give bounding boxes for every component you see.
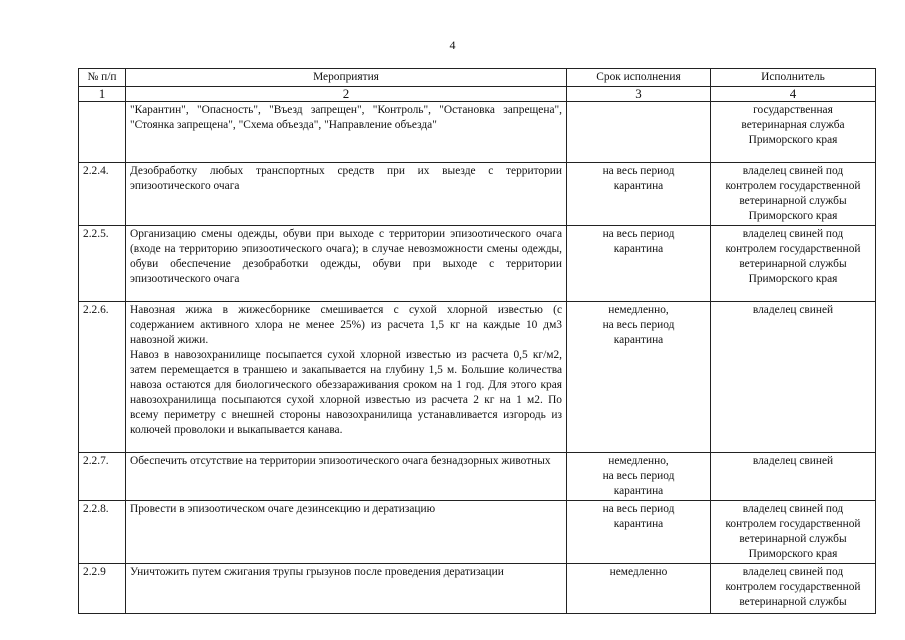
- row-number: 2.2.9: [79, 564, 126, 614]
- row-executor: владелец свиней под контролем государственной ветеринарной службы Приморского края: [711, 226, 876, 302]
- row-measure: [126, 302, 567, 453]
- row-number: 2.2.4.: [79, 163, 126, 226]
- row-measure-paragraph: Навозная жижа в жижесборнике смешивается с сухой хлорной известью (с содержанием активного хлора не менее 25%) из расчета 1,5 кг на каждые 10 дм3 навозной жижи.: [130, 304, 562, 346]
- measures-table: [78, 68, 876, 614]
- row-number: 2.2.6.: [79, 302, 126, 453]
- row-measure: Дезобработку любых транспортных средств при их выезде с территории эпизоотического очага: [126, 163, 567, 226]
- row-executor: владелец свиней: [711, 453, 876, 501]
- row-deadline: на весь период карантина: [567, 163, 711, 226]
- table-row: [79, 501, 876, 564]
- row-deadline: [567, 102, 711, 163]
- row-number: 2.2.5.: [79, 226, 126, 302]
- table-row: [79, 453, 876, 501]
- row-executor: владелец свиней под контролем государственной ветеринарной службы Приморского края: [711, 163, 876, 226]
- row-measure: Организацию смены одежды, обуви при выходе с территории эпизоотического очага (входе на территорию эпизоотического очага); в случае невозможности смены одежды, обуви обеспечение дезобработки одежды, обуви при выходе с территории эпизоотического очага: [126, 226, 567, 302]
- column-number-row: [79, 87, 876, 102]
- table-row: [79, 226, 876, 302]
- table-header-row: [79, 69, 876, 87]
- row-number: 2.2.7.: [79, 453, 126, 501]
- table-row: [79, 302, 876, 453]
- col-number-4: 4: [711, 87, 876, 102]
- row-measure-paragraph: Навоз в навозохранилище посыпается сухой хлорной известью из расчета 0,5 кг/м2, затем перемещается в траншею и закапывается на глубину 1,5 м. Большие количества навоза остаются для биологического обеззараживания сроком на 1 год. Для этого края навозохранилища посыпаются сухой хлорной известью из расчета 2 кг на 1 м2. По всему периметру с внешней стороны навозохранилища устанавливается изгородь из колючей проволоки и выкапывается канава.: [130, 349, 562, 436]
- row-measure: Уничтожить путем сжигания трупы грызунов после проведения дератизации: [126, 564, 567, 614]
- col-header-executor: Исполнитель: [711, 69, 876, 87]
- row-deadline: немедленно, на весь период карантина: [567, 302, 711, 453]
- table-row: [79, 163, 876, 226]
- row-executor: владелец свиней под контролем государственной ветеринарной службы Приморского края: [711, 501, 876, 564]
- row-executor: государственная ветеринарная служба Приморского края: [711, 102, 876, 163]
- row-executor: владелец свиней под контролем государственной ветеринарной службы: [711, 564, 876, 614]
- row-deadline: немедленно, на весь период карантина: [567, 453, 711, 501]
- row-deadline: немедленно: [567, 564, 711, 614]
- page-number: 4: [449, 38, 456, 52]
- row-number: 2.2.8.: [79, 501, 126, 564]
- col-number-2: 2: [126, 87, 567, 102]
- col-number-1: 1: [79, 87, 126, 102]
- col-number-3: 3: [567, 87, 711, 102]
- row-deadline: на весь период карантина: [567, 226, 711, 302]
- row-number: [79, 102, 126, 163]
- row-measure: Обеспечить отсутствие на территории эпизоотического очага безнадзорных животных: [126, 453, 567, 501]
- col-header-deadline: Срок исполнения: [567, 69, 711, 87]
- row-measure: "Карантин", "Опасность", "Въезд запрещен", "Контроль", "Остановка запрещена", "Стоянка запрещена", "Схема объезда", "Направление объезда": [126, 102, 567, 163]
- row-deadline: на весь период карантина: [567, 501, 711, 564]
- table-row: [79, 564, 876, 614]
- row-measure: Провести в эпизоотическом очаге дезинсекцию и дератизацию: [126, 501, 567, 564]
- col-header-measures: Мероприятия: [126, 69, 567, 87]
- col-header-number: № п/п: [79, 69, 126, 87]
- row-executor: владелец свиней: [711, 302, 876, 453]
- table-row: [79, 102, 876, 163]
